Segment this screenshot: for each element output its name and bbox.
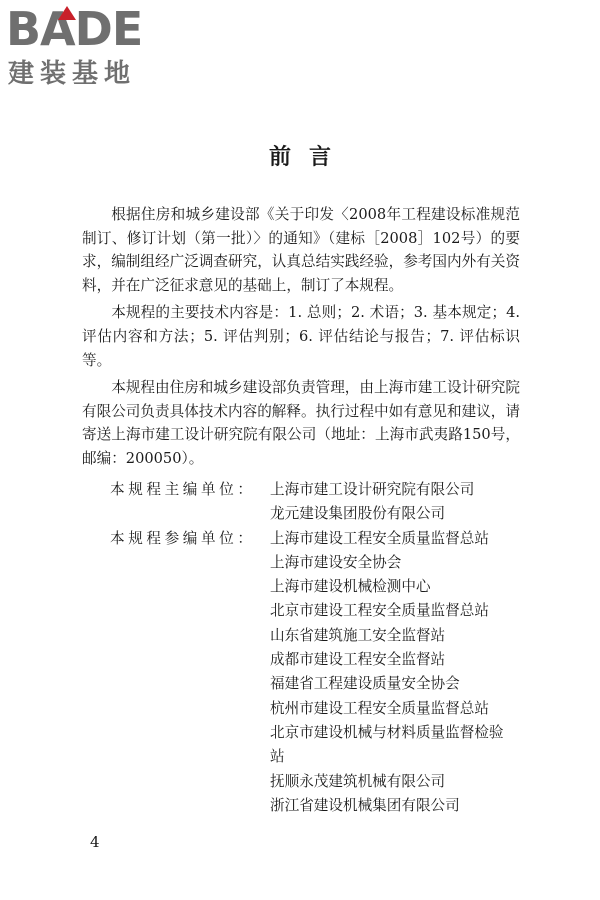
list-item: 龙元建设集团股份有限公司 xyxy=(270,505,446,523)
list-item: 成都市建设工程安全监督站 xyxy=(270,651,446,669)
chief-units-label: 本规程主编单位： xyxy=(110,481,256,498)
participating-units-list xyxy=(270,527,515,819)
list-item: 上海市建设机械检测中心 xyxy=(270,578,431,596)
paragraph-3: 本规程由住房和城乡建设部负责管理，由上海市建工设计研究院有限公司负责具体技术内容的解释。执行过程中如有意见和建议，请寄送上海市建工设计研究院有限公司（地址：上海市武夷路150号，邮编：200050）。 xyxy=(82,379,520,467)
list-item: 浙江省建设机械集团有限公司 xyxy=(270,796,460,814)
list-item: 福建省工程建设质量安全协会 xyxy=(270,675,460,693)
page-number: 4 xyxy=(90,833,100,851)
foreword-body xyxy=(82,203,520,475)
logo-brand-text: BADE xyxy=(6,2,143,56)
logo-subtitle: 建装基地 xyxy=(8,59,137,89)
participating-units-group xyxy=(82,527,542,819)
list-item: 上海市建设工程安全质量监督总站 xyxy=(270,529,489,547)
list-item: 山东省建筑施工安全监督站 xyxy=(270,626,446,644)
page-title: 前言 xyxy=(268,144,349,170)
chief-units-group xyxy=(82,478,542,527)
list-item: 北京市建设机械与材料质量监督检验站 xyxy=(270,723,504,766)
list-item: 杭州市建设工程安全质量监督总站 xyxy=(270,699,489,717)
paragraph-1: 根据住房和城乡建设部《关于印发〈2008年工程建设标准规范制订、修订计划（第一批）〉的通知》（建标［2008］102号）的要求，编制组经广泛调查研究，认真总结实践经验，参考国内外有关资料，并在广泛征求意见的基础上，制订了本规程。 xyxy=(82,206,520,294)
units-section xyxy=(82,478,542,818)
list-item: 抚顺永茂建筑机械有限公司 xyxy=(270,772,446,790)
logo-accent-mark xyxy=(58,6,76,20)
list-item: 上海市建工设计研究院有限公司 xyxy=(270,481,475,498)
brand-logo xyxy=(6,4,181,94)
paragraph-2: 本规程的主要技术内容是：1. 总则；2. 术语；3. 基本规定；4. 评估内容和方法；5. 评估判别；6. 评估结论与报告；7. 评估标识等。 xyxy=(82,304,520,369)
chief-units-list xyxy=(270,478,515,527)
list-item: 上海市建设安全协会 xyxy=(270,553,402,571)
list-item: 北京市建设工程安全质量监督总站 xyxy=(270,602,489,620)
participating-units-label: 本规程参编单位： xyxy=(110,529,256,547)
